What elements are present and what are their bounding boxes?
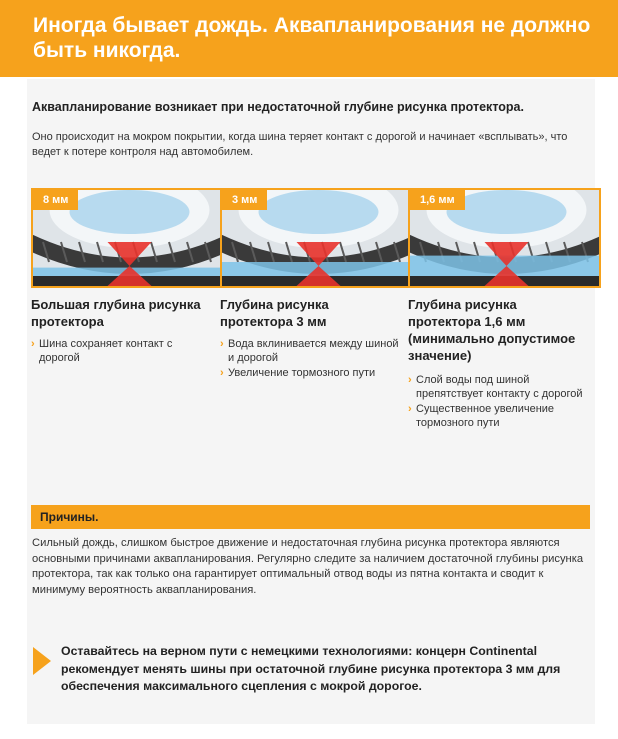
bullet-list xyxy=(408,373,593,431)
column-title: Глубина рисунка протектора 3 мм xyxy=(220,297,329,329)
chevron-right-icon: › xyxy=(408,403,412,415)
tire-illustration-8mm xyxy=(31,188,224,288)
list-item: › Слой воды под шиной препятствует контакту с дорогой xyxy=(408,374,583,400)
column-title: Большая глубина рисунка протектора xyxy=(31,297,201,329)
chevron-right-icon: › xyxy=(220,367,224,379)
bullet-list xyxy=(31,337,211,366)
column-title: Глубина рисунка протектора 1,6 мм (минимально допустимое значение) xyxy=(408,297,576,363)
depth-tag: 3 мм xyxy=(222,190,267,210)
list-item: › Шина сохраняет контакт с дорогой xyxy=(31,338,173,364)
chevron-right-icon: › xyxy=(31,338,35,350)
list-item: › Увеличение тормозного пути xyxy=(220,367,376,379)
rim-glow xyxy=(259,190,379,234)
bullet-list xyxy=(220,337,400,381)
intro-text: Оно происходит на мокром покрытии, когда шина теряет контакт с дорогой и начинает «всплывать», что ведет к потере контроля над автомобилем. xyxy=(32,131,568,158)
intro-title: Аквапланирование возникает при недостаточной глубине рисунка протектора. xyxy=(32,100,524,114)
page-title: Иногда бывает дождь. Аквапланирования не должно быть никогда. xyxy=(33,14,591,62)
chevron-right-icon: › xyxy=(408,374,412,386)
depth-tag: 1,6 мм xyxy=(410,190,465,210)
list-item: › Вода вклинивается между шиной и дорогой xyxy=(220,338,399,364)
reasons-text: Сильный дождь, слишком быстрое движение и недостаточная глубина рисунка протектора являются основными причинами аквапланирования. Регулярно следите за наличием достаточной глубины рисунка протектора, так как только она гарантирует оптимальный отвод воды из пятна контакта и сводит к минимуму вероятность аквапланирования. xyxy=(32,537,584,596)
play-arrow-icon xyxy=(33,647,51,675)
chevron-right-icon: › xyxy=(220,338,224,350)
depth-tag: 8 мм xyxy=(33,190,78,210)
recommendation-text: Оставайтесь на верном пути с немецкими технологиями: концерн Continental рекомендует менять шины при остаточной глубине рисунка протектора 3 мм для обеспечения максимального сцепления с мокрой дорогое. xyxy=(61,644,561,693)
header-banner xyxy=(0,0,618,77)
list-item: › Существенное увеличение тормозного пути xyxy=(408,403,555,429)
reasons-heading-bar xyxy=(31,505,590,529)
tire-illustration-3mm xyxy=(220,188,413,288)
tire-illustration-1-6mm xyxy=(408,188,601,288)
rim-glow xyxy=(70,190,190,234)
reasons-heading: Причины. xyxy=(40,510,99,524)
